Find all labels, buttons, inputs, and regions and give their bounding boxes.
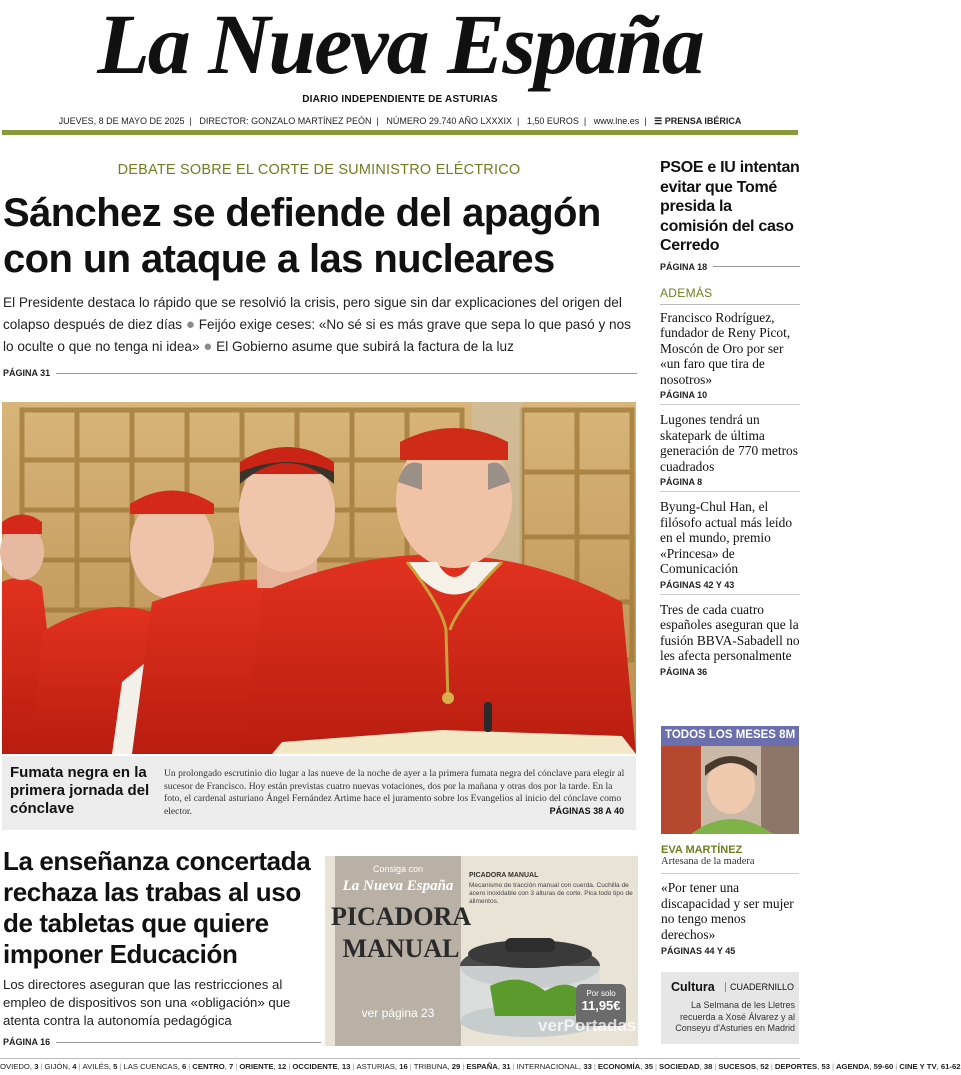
section-separator: , <box>756 1062 761 1071</box>
ad-spec-text: Mecanismo de tracción manual con cuerda. Cuchilla de acero inoxidable con 3 alturas de corte. Pica todo tipo de alimentos. <box>469 882 633 905</box>
section-separator: , <box>273 1062 278 1071</box>
divider: | <box>409 1062 412 1071</box>
divider <box>56 1042 321 1043</box>
divider <box>660 491 800 492</box>
section-separator: , <box>224 1062 230 1071</box>
interview-name: EVA MARTÍNEZ <box>661 844 743 856</box>
divider: | <box>714 1062 717 1071</box>
sidebar-item-text[interactable]: Lugones tendrá un skatepark de última generación de 770 metros cuadrados <box>660 412 798 474</box>
section-link[interactable] <box>239 1062 286 1071</box>
section-page: 7 <box>229 1062 234 1071</box>
group-logo <box>654 116 741 126</box>
section-name: ASTURIAS <box>356 1062 395 1071</box>
section-name: SOCIEDAD <box>659 1062 700 1071</box>
lead-deck-3: El Gobierno asume que subirá la factura de la luz <box>216 339 514 354</box>
divider: | <box>462 1062 465 1071</box>
divider: | <box>352 1062 355 1071</box>
section-name: AVILÉS <box>82 1062 109 1071</box>
section-link[interactable] <box>192 1062 233 1071</box>
section-page: 5 <box>113 1062 118 1071</box>
section-page: 16 <box>399 1062 408 1071</box>
section-link[interactable] <box>517 1062 592 1071</box>
section-name: TRIBUNA <box>413 1062 448 1071</box>
section-name: ESPAÑA <box>466 1062 498 1071</box>
sidebar-label: ADEMÁS <box>660 285 713 300</box>
divider <box>660 594 800 595</box>
sidebar-item-page: PÁGINA 10 <box>660 390 708 400</box>
section-separator: , <box>817 1062 822 1071</box>
sidebar-item[interactable] <box>660 412 800 487</box>
section-link[interactable] <box>0 1062 38 1071</box>
sidebar-item[interactable] <box>660 602 800 677</box>
section-separator: , <box>108 1062 114 1071</box>
section-name: DEPORTES <box>774 1062 818 1071</box>
section-link[interactable] <box>356 1062 407 1071</box>
newspaper-subtitle: DIARIO INDEPENDIENTE DE ASTURIAS <box>302 94 498 105</box>
section-separator: , <box>869 1062 874 1071</box>
section-page: 53 <box>821 1062 830 1071</box>
section-index <box>0 1058 961 1075</box>
divider <box>661 873 799 874</box>
divider <box>56 373 637 374</box>
section-page: 3 <box>34 1062 39 1071</box>
section-link[interactable] <box>292 1062 350 1071</box>
sidebar-top-page: PÁGINA 18 <box>660 261 708 272</box>
sidebar-item-page: PÁGINA 36 <box>660 666 708 677</box>
cultura-box[interactable] <box>661 972 799 1044</box>
section-page: 29 <box>451 1062 461 1071</box>
divider: | <box>770 1062 773 1071</box>
section-link[interactable] <box>836 1062 893 1071</box>
lead-page: PÁGINA 31 <box>3 368 51 378</box>
section-link[interactable] <box>775 1062 830 1071</box>
ad-product-line-2: MANUAL <box>342 934 460 963</box>
section-page: 52 <box>760 1062 769 1071</box>
section-page: 61-62 <box>940 1062 961 1071</box>
lead-deck-1: El Presidente destaca lo rápido que se resolvió la crisis, pero sigue sin dar explicaciones del origen del colapso después de diez días <box>3 295 622 332</box>
divider: | <box>188 1062 191 1071</box>
sidebar-top-page-row <box>660 262 800 272</box>
sidebar-top-story[interactable]: PSOE e IU intentan evitar que Tomé presida la comisión del caso Cerredo <box>660 159 800 254</box>
section-separator: , <box>337 1062 342 1071</box>
bullet-icon: ● <box>203 338 213 355</box>
section-name: CENTRO <box>192 1062 225 1071</box>
masthead <box>0 0 800 132</box>
edition-date: JUEVES, 8 DE MAYO DE 2025 <box>58 116 185 126</box>
sidebar-item-page: PÁGINA 8 <box>660 477 703 487</box>
section-separator: , <box>579 1062 584 1071</box>
edition-year: AÑO LXXXIX <box>458 116 512 126</box>
ad-price: 11,95€ <box>581 998 621 1013</box>
divider: | <box>895 1062 898 1071</box>
section-link[interactable] <box>659 1062 712 1071</box>
photo-caption[interactable] <box>2 756 636 830</box>
photo-story-page: PÁGINAS 38 A 40 <box>549 806 624 816</box>
ad-see-page[interactable]: ver página 23 <box>361 1006 435 1020</box>
second-headline[interactable]: La enseñanza concertada rechaza las trabas al uso de tabletas que quiere imponer Educación <box>3 846 311 969</box>
section-name: GIJÓN <box>44 1062 68 1071</box>
section-separator: , <box>699 1062 704 1071</box>
watermark: verPortadas <box>538 1016 637 1035</box>
website-link[interactable]: www.lne.es <box>593 116 640 126</box>
sidebar-item[interactable] <box>660 310 800 401</box>
section-name: LAS CUENCAS <box>123 1062 178 1071</box>
photo-story-title[interactable]: Fumata negra en la primera jornada del cónclave <box>10 764 150 817</box>
ad-price-label: Por solo <box>586 989 616 998</box>
sidebar-item-text[interactable]: Tres de cada cuatro españoles aseguran que la fusión BBVA-Sabadell no les afecta personalmente <box>660 601 800 663</box>
ad-brand: La Nueva España <box>342 878 454 894</box>
divider <box>660 304 800 305</box>
section-link[interactable] <box>899 1062 960 1071</box>
sidebar-item-text[interactable]: Francisco Rodríguez, fundador de Reny Picot, Moscón de Oro por ser «un faro que tira de nosotros» <box>660 309 791 387</box>
cultura-section: CUADERNILLO <box>725 982 794 992</box>
lead-headline[interactable]: Sánchez se defiende del apagón con un ataque a las nucleares <box>3 191 601 281</box>
newspaper-title[interactable]: La Nueva España <box>97 0 703 92</box>
section-name: OVIEDO <box>0 1062 30 1071</box>
conclave-photo[interactable] <box>2 402 636 754</box>
section-page: 12 <box>277 1062 287 1071</box>
section-separator: , <box>29 1062 35 1071</box>
sidebar-item-text[interactable]: Byung-Chul Han, el filósofo actual más leído en el mundo, premio «Princesa» de Comunicación <box>660 499 793 576</box>
section-page: 38 <box>703 1062 713 1071</box>
section-name: CINE Y TV <box>899 1062 937 1071</box>
section-page: 59-60 <box>873 1062 894 1071</box>
section-link[interactable] <box>466 1062 510 1071</box>
section-name: ORIENTE <box>239 1062 274 1071</box>
sidebar <box>660 158 800 677</box>
cultura-label: Cultura <box>671 980 715 994</box>
divider: | <box>78 1062 81 1071</box>
section-page: 4 <box>72 1062 77 1071</box>
section-link[interactable] <box>598 1062 653 1071</box>
interview-page: PÁGINAS 44 Y 45 <box>661 946 736 956</box>
edition-number: NÚMERO 29.740 <box>386 116 457 126</box>
section-page: 35 <box>644 1062 653 1071</box>
second-page: PÁGINA 16 <box>3 1037 51 1047</box>
ad-spec-title: PICADORA MANUAL <box>469 872 539 879</box>
group-name: PRENSA IBÉRICA <box>664 116 742 126</box>
divider: | <box>655 1062 657 1071</box>
sidebar-item[interactable] <box>660 499 800 590</box>
divider: | <box>288 1062 291 1071</box>
conclave-photo-illustration <box>2 402 636 754</box>
section-separator: , <box>67 1062 73 1071</box>
section-link[interactable] <box>83 1062 118 1071</box>
section-name: AGENDA <box>836 1062 870 1071</box>
second-page-row <box>3 1037 321 1047</box>
divider: | <box>832 1062 834 1071</box>
divider: | <box>119 1062 122 1071</box>
sidebar-item-page: PÁGINAS 42 Y 43 <box>660 579 735 590</box>
cultura-text: La Selmana de les Lletres recuerda a Xosé Álvarez y al Conseyu d'Asturies en Madrid <box>675 1000 795 1033</box>
divider: | <box>235 1062 238 1071</box>
section-separator: , <box>497 1062 503 1071</box>
divider: | <box>512 1062 515 1071</box>
interview-teaser[interactable] <box>661 844 799 956</box>
lead-kicker: DEBATE SOBRE EL CORTE DE SUMINISTRO ELÉCTRICO <box>117 162 521 178</box>
section-separator: , <box>640 1062 645 1071</box>
section-name: OCCIDENTE <box>292 1062 338 1071</box>
section-name: INTERNACIONAL <box>516 1062 580 1071</box>
section-link[interactable] <box>44 1062 76 1071</box>
interview-quote[interactable]: «Por tener una discapacidad y ser mujer no tengo menos derechos» <box>661 880 794 942</box>
lead-deck <box>3 292 639 358</box>
promo-label: TODOS LOS MESES 8M <box>665 729 796 741</box>
second-deck: Los directores aseguran que las restricciones al empleo de dispositivos son una «obligación» que atenta contra la autonomía pedagógica <box>3 977 291 1028</box>
edition-info: JUEVES, 8 DE MAYO DE 2025 | DIRECTOR: GONZALO MARTÍNEZ PEÓN | NÚMERO 29.740 AÑO LXXXIX | 1,50 EUROS | www.lne.es | ☰ PRENSA IBÉRICA <box>58 116 742 126</box>
photo-story-body: Un prolongado escrutinio dio lugar a las nueve de la noche de ayer a la primera fumata negra del cónclave para elegir al sucesor de Francisco. Hoy están previstas cuatro nuevas votaciones, dos por la mañana y otras dos por la tarde. En la foto, el cardenal asturiano Ángel Fernández Artime hace el juramento sobre los Evangelios al inicio del cónclave como elector. <box>164 768 625 817</box>
section-link[interactable] <box>123 1062 186 1071</box>
ad-product-line-1: PICADORA <box>331 902 472 931</box>
divider: | <box>40 1062 43 1071</box>
promo-8m[interactable] <box>661 726 799 834</box>
divider <box>713 266 800 267</box>
section-name: ECONOMÍA <box>597 1062 641 1071</box>
section-page: 33 <box>583 1062 592 1071</box>
section-page: 31 <box>502 1062 511 1071</box>
section-name: SUCESOS <box>718 1062 757 1071</box>
edition-director: DIRECTOR: GONZALO MARTÍNEZ PEÓN <box>199 116 372 126</box>
masthead-rule <box>2 130 798 135</box>
ad-top-text: Consiga con <box>372 864 424 874</box>
divider <box>660 404 800 405</box>
section-link[interactable] <box>414 1062 461 1071</box>
portrait-photo <box>661 746 799 834</box>
divider: | <box>593 1062 596 1071</box>
section-page: 13 <box>341 1062 351 1071</box>
section-separator: , <box>177 1062 182 1071</box>
menu-lines-icon: ☰ <box>654 116 663 126</box>
section-separator: , <box>394 1062 400 1071</box>
lead-deck-2: Feijóo exige ceses: «No sé si es más grave que sepa lo que pasó y nos lo oculte o que no tenga ni idea» <box>3 317 631 354</box>
section-page: 6 <box>182 1062 187 1071</box>
interview-role: Artesana de la madera <box>661 856 755 867</box>
section-separator: , <box>447 1062 452 1071</box>
edition-price: 1,50 EUROS <box>526 116 579 126</box>
lead-page-row <box>3 368 637 378</box>
bullet-icon: ● <box>185 316 195 333</box>
section-separator: , <box>936 1062 941 1071</box>
section-link[interactable] <box>718 1062 768 1071</box>
